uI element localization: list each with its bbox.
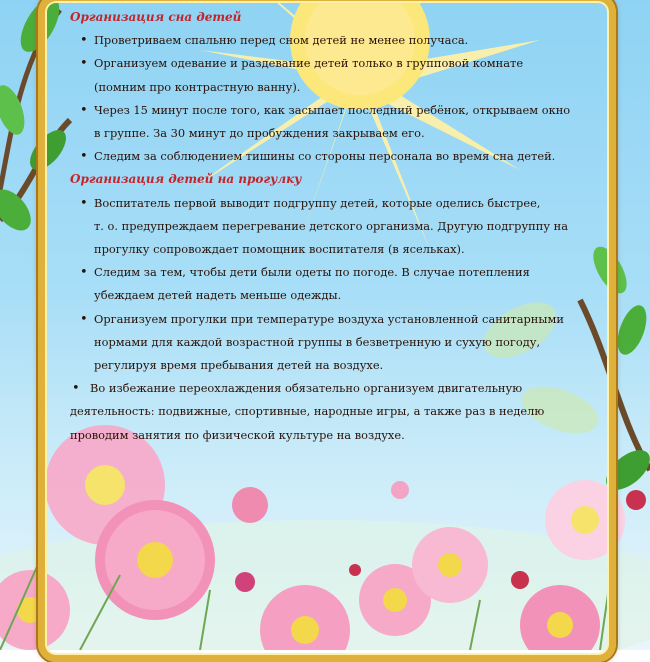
- sleep-list: [70, 29, 590, 168]
- list-item-line: убеждаем детей надеть меньше одежды.: [94, 288, 342, 303]
- list-item-line: прогулку сопровождает помощник воспитателя (в ясельках).: [94, 242, 465, 257]
- list-item-line: в группе. За 30 минут до пробуждения закрываем его.: [94, 126, 425, 141]
- section-title-sleep: Организация сна детей: [70, 10, 242, 24]
- list-item: [70, 261, 590, 307]
- list-item-line: • Через 15 минут после того, как засыпает последний ребёнок, открываем окно: [94, 102, 571, 117]
- list-item-line: • Следим за соблюдением тишины со стороны персонала во время сна детей.: [94, 149, 556, 164]
- list-item-line: • Во избежание переохлаждения обязательно организуем двигательную: [90, 381, 523, 396]
- list-item-line: нормами для каждой возрастной группы в безветренную и сухую погоду,: [94, 334, 541, 349]
- list-item: [70, 192, 590, 262]
- list-item-line: регулируя время пребывания детей на воздухе.: [94, 358, 384, 373]
- list-item-line: (помним про контрастную ванну).: [94, 79, 301, 94]
- list-item-line: проводим занятия по физической культуре на воздухе.: [70, 427, 405, 442]
- list-item-line: • Организуем прогулки при температуре воздуха установленной санитарными: [94, 311, 564, 326]
- list-item-line: • Проветриваем спальню перед сном детей не менее получаса.: [94, 33, 469, 48]
- document-content: [70, 6, 590, 447]
- list-item-line: деятельность: подвижные, спортивные, народные игры, а также раз в неделю: [70, 404, 545, 419]
- list-item: [70, 52, 590, 98]
- list-item: [70, 145, 590, 168]
- list-item-line: • Следим за тем, чтобы дети были одеты по погоде. В случае потепления: [94, 265, 530, 280]
- section-title-walk: Организация детей на прогулку: [70, 172, 302, 187]
- list-item: [70, 308, 590, 378]
- list-item: [70, 377, 590, 447]
- list-item-line: т. о. предупреждаем перегревание детского организма. Другую подгруппу на: [94, 218, 569, 233]
- list-item: [70, 99, 590, 145]
- list-item-line: • Воспитатель первой выводит подгруппу детей, которые оделись быстрее,: [94, 195, 541, 210]
- walk-list: [70, 192, 590, 447]
- list-item: [70, 29, 590, 52]
- list-item-line: • Организуем одевание и раздевание детей только в групповой комнате: [94, 56, 524, 71]
